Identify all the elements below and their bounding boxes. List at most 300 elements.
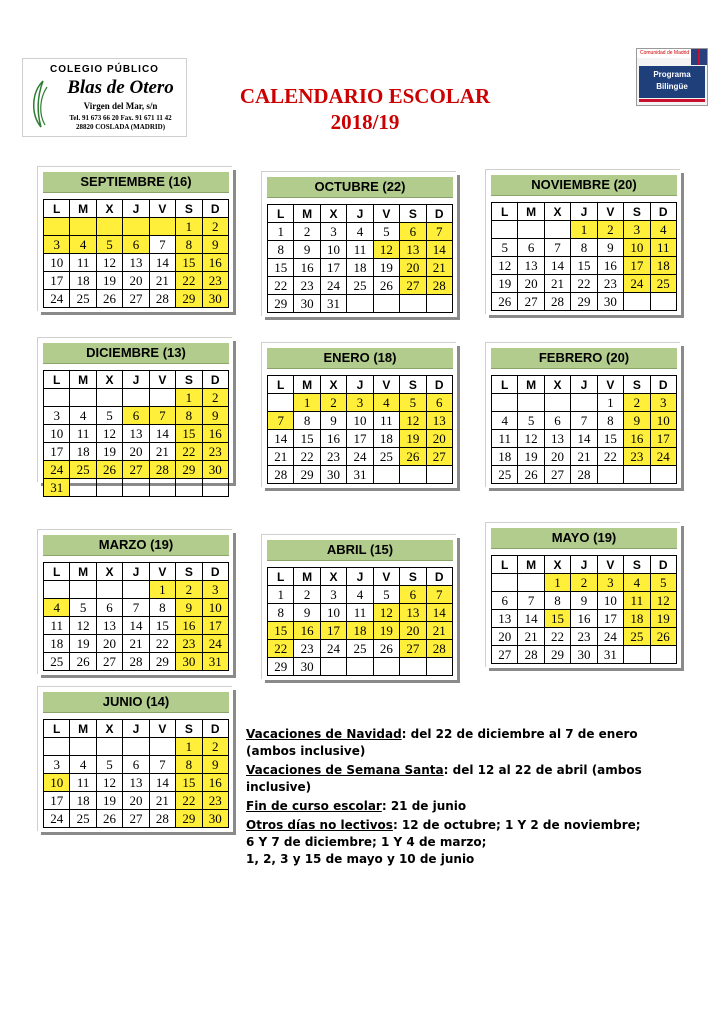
week-row	[492, 412, 677, 430]
weekday-header: L	[492, 556, 518, 574]
weekday-header: L	[492, 376, 518, 394]
day-cell: 9	[176, 599, 202, 617]
week-row	[44, 425, 229, 443]
day-cell: 14	[149, 425, 175, 443]
empty-cell	[123, 218, 149, 236]
weekday-header: M	[294, 568, 320, 586]
weekday-header: J	[571, 203, 597, 221]
day-cell: 4	[347, 586, 373, 604]
weekday-header: V	[149, 200, 175, 218]
day-cell: 28	[149, 290, 175, 308]
day-cell: 1	[597, 394, 623, 412]
day-cell: 13	[96, 617, 122, 635]
day-cell: 9	[202, 756, 228, 774]
day-cell: 25	[624, 628, 650, 646]
day-cell: 18	[70, 792, 96, 810]
weekday-header: D	[650, 203, 676, 221]
day-cell: 13	[492, 610, 518, 628]
day-cell: 6	[123, 236, 149, 254]
day-cell: 2	[202, 738, 228, 756]
school-logo	[22, 58, 187, 137]
day-cell: 25	[70, 461, 96, 479]
day-cell: 10	[650, 412, 676, 430]
day-cell: 3	[624, 221, 650, 239]
week-row	[44, 461, 229, 479]
month-february	[486, 343, 681, 488]
empty-cell	[149, 479, 175, 497]
empty-cell	[149, 389, 175, 407]
month-october	[262, 172, 457, 317]
day-cell: 25	[70, 810, 96, 828]
note-semana-santa	[246, 762, 686, 796]
empty-cell	[347, 295, 373, 313]
week-row	[268, 394, 453, 412]
empty-cell	[96, 581, 122, 599]
notes-section	[246, 726, 686, 868]
day-cell: 26	[373, 277, 399, 295]
day-cell: 25	[650, 275, 676, 293]
day-cell: 28	[426, 640, 452, 658]
month-title: ENERO (18)	[267, 348, 453, 369]
day-cell: 28	[149, 461, 175, 479]
empty-cell	[44, 218, 70, 236]
empty-cell	[123, 738, 149, 756]
day-cell: 22	[176, 272, 202, 290]
day-cell: 30	[571, 646, 597, 664]
weekday-header: X	[320, 205, 346, 223]
day-cell: 27	[518, 293, 544, 311]
day-cell: 23	[571, 628, 597, 646]
day-cell: 4	[650, 221, 676, 239]
day-cell: 30	[176, 653, 202, 671]
weekday-header: S	[400, 376, 426, 394]
weekday-header: S	[400, 568, 426, 586]
day-cell: 4	[492, 412, 518, 430]
day-cell: 25	[373, 448, 399, 466]
weekday-header: M	[294, 205, 320, 223]
week-row	[492, 574, 677, 592]
day-cell: 11	[373, 412, 399, 430]
day-cell: 20	[492, 628, 518, 646]
day-cell: 21	[123, 635, 149, 653]
leaf-icon	[29, 79, 55, 129]
month-title: SEPTIEMBRE (16)	[43, 172, 229, 193]
weekday-header: V	[597, 203, 623, 221]
week-row	[268, 586, 453, 604]
month-november	[486, 170, 681, 315]
day-cell: 13	[400, 604, 426, 622]
month-title: JUNIO (14)	[43, 692, 229, 713]
day-cell: 15	[268, 259, 294, 277]
empty-cell	[624, 646, 650, 664]
week-row	[44, 810, 229, 828]
day-cell: 20	[518, 275, 544, 293]
weekday-header: D	[202, 720, 228, 738]
weekday-header: V	[373, 568, 399, 586]
day-cell: 22	[571, 275, 597, 293]
week-row	[268, 295, 453, 313]
month-inner	[43, 692, 229, 828]
month-title: FEBRERO (20)	[491, 348, 677, 369]
weekday-header: S	[624, 203, 650, 221]
month-grid	[267, 567, 453, 676]
weekday-header: J	[123, 371, 149, 389]
day-cell: 29	[176, 461, 202, 479]
week-row	[44, 479, 229, 497]
month-grid	[491, 375, 677, 484]
day-cell: 14	[426, 241, 452, 259]
day-cell: 8	[544, 592, 570, 610]
day-cell: 23	[176, 635, 202, 653]
day-cell: 13	[400, 241, 426, 259]
day-cell: 20	[123, 443, 149, 461]
note-otros-3	[246, 851, 686, 868]
day-cell: 8	[268, 241, 294, 259]
month-grid	[43, 370, 229, 497]
month-grid	[267, 204, 453, 313]
weekday-header: D	[426, 205, 452, 223]
weekday-header: D	[650, 556, 676, 574]
day-cell: 23	[202, 792, 228, 810]
day-cell: 16	[571, 610, 597, 628]
day-cell: 24	[320, 277, 346, 295]
weekday-row	[492, 203, 677, 221]
day-cell: 31	[347, 466, 373, 484]
day-cell: 7	[571, 412, 597, 430]
badge-stripe	[639, 99, 705, 102]
day-cell: 2	[597, 221, 623, 239]
day-cell: 3	[597, 574, 623, 592]
day-cell: 10	[320, 241, 346, 259]
day-cell: 15	[571, 257, 597, 275]
weekday-header: X	[320, 568, 346, 586]
day-cell: 11	[347, 241, 373, 259]
week-row	[492, 257, 677, 275]
day-cell: 6	[544, 412, 570, 430]
day-cell: 23	[294, 640, 320, 658]
weekday-header: D	[426, 376, 452, 394]
day-cell: 16	[624, 430, 650, 448]
week-row	[492, 430, 677, 448]
day-cell: 9	[571, 592, 597, 610]
day-cell: 21	[518, 628, 544, 646]
day-cell: 3	[347, 394, 373, 412]
empty-cell	[123, 581, 149, 599]
empty-cell	[149, 738, 175, 756]
day-cell: 29	[176, 810, 202, 828]
day-cell: 19	[518, 448, 544, 466]
week-row	[44, 389, 229, 407]
day-cell: 22	[597, 448, 623, 466]
day-cell: 6	[123, 756, 149, 774]
day-cell: 10	[44, 254, 70, 272]
day-cell: 14	[149, 774, 175, 792]
day-cell: 25	[347, 640, 373, 658]
day-cell: 26	[518, 466, 544, 484]
day-cell: 18	[347, 259, 373, 277]
day-cell: 12	[96, 425, 122, 443]
day-cell: 16	[597, 257, 623, 275]
day-cell: 26	[400, 448, 426, 466]
week-row	[268, 466, 453, 484]
day-cell: 23	[320, 448, 346, 466]
day-cell: 6	[400, 586, 426, 604]
day-cell: 21	[571, 448, 597, 466]
day-cell: 23	[202, 272, 228, 290]
day-cell: 18	[373, 430, 399, 448]
month-inner	[43, 172, 229, 308]
empty-cell	[624, 466, 650, 484]
week-row	[44, 443, 229, 461]
day-cell: 9	[597, 239, 623, 257]
weekday-header: X	[96, 563, 122, 581]
day-cell: 31	[44, 479, 70, 497]
empty-cell	[123, 389, 149, 407]
day-cell: 10	[44, 774, 70, 792]
day-cell: 13	[123, 425, 149, 443]
empty-cell	[373, 466, 399, 484]
empty-cell	[176, 479, 202, 497]
day-cell: 16	[176, 617, 202, 635]
week-row	[492, 610, 677, 628]
day-cell: 11	[492, 430, 518, 448]
day-cell: 27	[123, 461, 149, 479]
day-cell: 5	[373, 586, 399, 604]
month-grid	[267, 375, 453, 484]
day-cell: 21	[426, 259, 452, 277]
empty-cell	[373, 658, 399, 676]
weekday-header: J	[123, 200, 149, 218]
empty-cell	[70, 218, 96, 236]
month-inner	[267, 540, 453, 676]
day-cell: 5	[400, 394, 426, 412]
weekday-row	[268, 205, 453, 223]
note-santa-label: Vacaciones de Semana Santa	[246, 763, 444, 777]
day-cell: 7	[149, 236, 175, 254]
week-row	[44, 635, 229, 653]
day-cell: 2	[624, 394, 650, 412]
week-row	[268, 448, 453, 466]
weekday-header: L	[44, 371, 70, 389]
day-cell: 16	[202, 774, 228, 792]
weekday-header: S	[624, 376, 650, 394]
day-cell: 22	[544, 628, 570, 646]
day-cell: 8	[149, 599, 175, 617]
day-cell: 20	[544, 448, 570, 466]
empty-cell	[426, 466, 452, 484]
weekday-header: S	[176, 720, 202, 738]
day-cell: 22	[176, 443, 202, 461]
week-row	[268, 277, 453, 295]
day-cell: 7	[149, 407, 175, 425]
day-cell: 11	[650, 239, 676, 257]
day-cell: 22	[176, 792, 202, 810]
empty-cell	[426, 295, 452, 313]
day-cell: 7	[123, 599, 149, 617]
week-row	[268, 640, 453, 658]
day-cell: 8	[268, 604, 294, 622]
weekday-header: D	[202, 371, 228, 389]
note-otros-line1: : 12 de octubre; 1 Y 2 de noviembre;	[392, 818, 641, 832]
day-cell: 6	[492, 592, 518, 610]
weekday-header: X	[544, 556, 570, 574]
day-cell: 28	[544, 293, 570, 311]
day-cell: 28	[123, 653, 149, 671]
day-cell: 2	[571, 574, 597, 592]
week-row	[44, 792, 229, 810]
week-row	[44, 290, 229, 308]
day-cell: 27	[123, 810, 149, 828]
weekday-header: L	[44, 200, 70, 218]
day-cell: 1	[268, 223, 294, 241]
day-cell: 4	[70, 756, 96, 774]
day-cell: 1	[294, 394, 320, 412]
empty-cell	[96, 389, 122, 407]
week-row	[492, 239, 677, 257]
day-cell: 19	[373, 259, 399, 277]
day-cell: 18	[70, 443, 96, 461]
day-cell: 12	[518, 430, 544, 448]
day-cell: 29	[268, 658, 294, 676]
month-title: OCTUBRE (22)	[267, 177, 453, 198]
day-cell: 24	[44, 290, 70, 308]
day-cell: 4	[70, 407, 96, 425]
day-cell: 8	[571, 239, 597, 257]
weekday-header: X	[96, 200, 122, 218]
day-cell: 12	[70, 617, 96, 635]
day-cell: 23	[294, 277, 320, 295]
day-cell: 5	[518, 412, 544, 430]
day-cell: 30	[597, 293, 623, 311]
month-inner	[267, 177, 453, 313]
day-cell: 15	[176, 774, 202, 792]
empty-cell	[70, 581, 96, 599]
day-cell: 10	[320, 604, 346, 622]
day-cell: 26	[96, 810, 122, 828]
empty-cell	[518, 394, 544, 412]
weekday-header: J	[571, 556, 597, 574]
month-inner	[267, 348, 453, 484]
empty-cell	[544, 394, 570, 412]
day-cell: 14	[544, 257, 570, 275]
week-row	[268, 658, 453, 676]
day-cell: 12	[373, 241, 399, 259]
week-row	[268, 604, 453, 622]
day-cell: 3	[320, 223, 346, 241]
day-cell: 18	[624, 610, 650, 628]
month-grid	[43, 562, 229, 671]
day-cell: 5	[650, 574, 676, 592]
day-cell: 24	[650, 448, 676, 466]
empty-cell	[70, 738, 96, 756]
day-cell: 21	[268, 448, 294, 466]
day-cell: 28	[571, 466, 597, 484]
weekday-header: V	[149, 371, 175, 389]
day-cell: 27	[96, 653, 122, 671]
day-cell: 27	[123, 290, 149, 308]
empty-cell	[518, 221, 544, 239]
week-row	[492, 448, 677, 466]
weekday-header: L	[44, 563, 70, 581]
weekday-header: M	[294, 376, 320, 394]
weekday-header: M	[518, 203, 544, 221]
day-cell: 17	[44, 443, 70, 461]
week-row	[44, 617, 229, 635]
day-cell: 30	[294, 658, 320, 676]
weekday-header: J	[347, 376, 373, 394]
day-cell: 31	[202, 653, 228, 671]
month-title: DICIEMBRE (13)	[43, 343, 229, 364]
week-row	[44, 653, 229, 671]
day-cell: 9	[202, 236, 228, 254]
day-cell: 1	[149, 581, 175, 599]
weekday-header: J	[571, 376, 597, 394]
weekday-header: X	[544, 376, 570, 394]
day-cell: 12	[400, 412, 426, 430]
weekday-header: D	[202, 563, 228, 581]
day-cell: 26	[650, 628, 676, 646]
school-name: Blas de Otero	[67, 77, 174, 98]
day-cell: 24	[320, 640, 346, 658]
day-cell: 4	[624, 574, 650, 592]
day-cell: 20	[123, 792, 149, 810]
month-inner	[491, 348, 677, 484]
day-cell: 22	[294, 448, 320, 466]
day-cell: 9	[294, 604, 320, 622]
day-cell: 28	[518, 646, 544, 664]
day-cell: 11	[44, 617, 70, 635]
day-cell: 28	[426, 277, 452, 295]
day-cell: 24	[624, 275, 650, 293]
day-cell: 30	[202, 810, 228, 828]
day-cell: 15	[176, 254, 202, 272]
month-grid	[43, 199, 229, 308]
day-cell: 13	[123, 774, 149, 792]
day-cell: 19	[373, 622, 399, 640]
empty-cell	[400, 295, 426, 313]
day-cell: 21	[426, 622, 452, 640]
week-row	[44, 581, 229, 599]
day-cell: 11	[70, 254, 96, 272]
week-row	[492, 221, 677, 239]
week-row	[268, 259, 453, 277]
weekday-header: M	[70, 200, 96, 218]
day-cell: 24	[202, 635, 228, 653]
weekday-header: D	[202, 200, 228, 218]
week-row	[268, 241, 453, 259]
day-cell: 18	[347, 622, 373, 640]
day-cell: 11	[70, 774, 96, 792]
note-otros-label: Otros días no lectivos	[246, 818, 393, 832]
note-navidad	[246, 726, 686, 760]
weekday-header: V	[149, 563, 175, 581]
weekday-row	[44, 720, 229, 738]
empty-cell	[347, 658, 373, 676]
school-address: Virgen del Mar, s/n	[83, 101, 158, 111]
empty-cell	[96, 479, 122, 497]
week-row	[492, 466, 677, 484]
day-cell: 19	[96, 272, 122, 290]
day-cell: 16	[202, 425, 228, 443]
day-cell: 18	[492, 448, 518, 466]
empty-cell	[96, 738, 122, 756]
day-cell: 18	[44, 635, 70, 653]
empty-cell	[492, 394, 518, 412]
week-row	[492, 275, 677, 293]
week-row	[44, 738, 229, 756]
day-cell: 25	[44, 653, 70, 671]
week-row	[268, 223, 453, 241]
